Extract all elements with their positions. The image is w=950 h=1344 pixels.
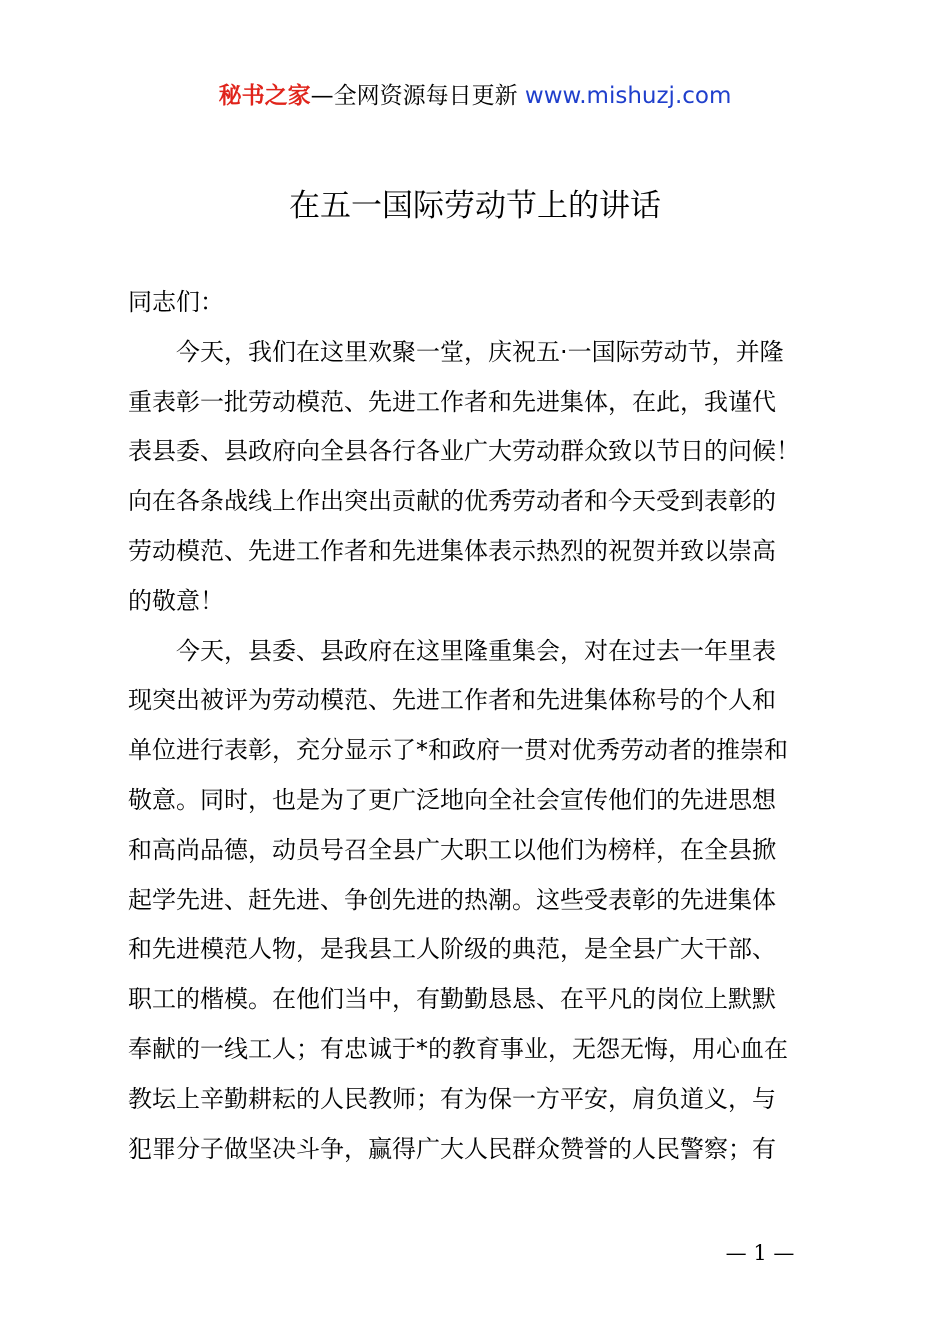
text-line: 今天，我们在这里欢聚一堂，庆祝五·一国际劳动节，并隆 <box>128 337 784 366</box>
text-line: 教坛上辛勤耕耘的人民教师；有为保一方平安，肩负道义，与 <box>128 1084 776 1113</box>
text-line: 今天，县委、县政府在这里隆重集会，对在过去一年里表 <box>128 636 776 665</box>
text-line: 单位进行表彰，充分显示了*和政府一贯对优秀劳动者的推崇和 <box>128 736 788 765</box>
text-line: 和先进模范人物，是我县工人阶级的典范，是全县广大干部、 <box>128 935 776 964</box>
document-title: 在五一国际劳动节上的讲话 <box>289 188 661 224</box>
text-line: 和高尚品德，动员号召全县广大职工以他们为榜样，在全县掀 <box>128 835 776 864</box>
text-line: 犯罪分子做坚决斗争，赢得广大人民群众赞誉的人民警察；有 <box>128 1134 776 1163</box>
text-line: 奉献的一线工人；有忠诚于*的教育事业，无怨无悔，用心血在 <box>128 1034 788 1063</box>
page-number: — 1 — <box>725 1241 795 1265</box>
document-body <box>128 278 840 1174</box>
text-line: 职工的楷模。在他们当中，有勤勤恳恳、在平凡的岗位上默默 <box>128 985 776 1014</box>
text-line: 向在各条战线上作出突出贡献的优秀劳动者和今天受到表彰的 <box>128 487 776 516</box>
text-line: 的敬意！ <box>128 586 224 615</box>
text-line: 现突出被评为劳动模范、先进工作者和先进集体称号的个人和 <box>128 686 776 715</box>
site-header <box>0 80 950 112</box>
text-line: 表县委、县政府向全县各行各业广大劳动群众致以节日的问候！ <box>128 437 800 466</box>
text-line: 重表彰一批劳动模范、先进工作者和先进集体，在此，我谨代 <box>128 387 776 416</box>
text-line: 同志们： <box>128 288 224 316</box>
site-url[interactable]: www.mishuzj.com <box>524 83 732 109</box>
text-line: 起学先进、赶先进、争创先进的热潮。这些受表彰的先进集体 <box>128 885 776 914</box>
text-line: 劳动模范、先进工作者和先进集体表示热烈的祝贺并致以崇高 <box>128 536 776 565</box>
brand-name: 秘书之家 <box>218 83 311 109</box>
header-slogan: —全网资源每日更新 <box>310 83 518 109</box>
text-line: 敬意。同时，也是为了更广泛地向全社会宣传他们的先进思想 <box>128 785 776 814</box>
